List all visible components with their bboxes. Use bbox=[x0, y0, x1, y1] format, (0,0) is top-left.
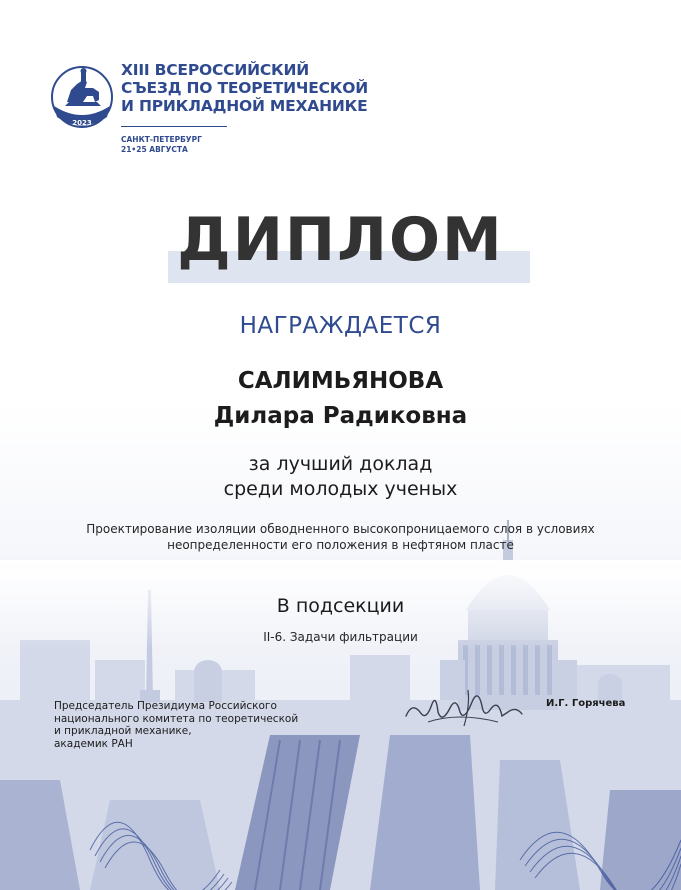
report-title-line-1: Проектирование изоляции обводненного высокопроницаемого слоя в условиях bbox=[86, 522, 595, 536]
recipient-given-names: Дилара Радиковна bbox=[213, 403, 468, 429]
report-title bbox=[0, 521, 681, 553]
award-reason-line-2: среди молодых ученых bbox=[223, 478, 458, 500]
event-title-line-2: СЪЕЗД ПО ТЕОРЕТИЧЕСКОЙ bbox=[121, 79, 369, 97]
left-dome bbox=[194, 660, 222, 702]
congress-logo bbox=[49, 62, 115, 132]
event-dates: 21•25 АВГУСТА bbox=[121, 145, 188, 154]
chair-title-line-1: Председатель Президиума Российского bbox=[54, 700, 277, 712]
award-reason bbox=[0, 452, 681, 502]
report-title-line-2: неопределенности его положения в нефтяном пласте bbox=[167, 538, 514, 552]
chair-title-line-4: академик РАН bbox=[54, 737, 133, 750]
event-title-line-3: И ПРИКЛАДНОЙ МЕХАНИКЕ bbox=[121, 97, 368, 115]
chair-title bbox=[54, 700, 344, 750]
chair-title-line-3: и прикладной механике, bbox=[54, 725, 192, 737]
diploma-title: ДИПЛОМ bbox=[177, 205, 504, 275]
award-reason-line-1: за лучший доклад bbox=[248, 453, 433, 475]
handwritten-signature bbox=[398, 682, 528, 730]
logo-year: 2023 bbox=[72, 119, 92, 127]
awarded-label: НАГРАЖДАЕТСЯ bbox=[239, 313, 442, 339]
title-divider bbox=[121, 126, 227, 127]
event-city: САНКТ-ПЕТЕРБУРГ bbox=[121, 135, 202, 144]
event-title bbox=[121, 61, 421, 115]
subsection-name: II-6. Задачи фильтрации bbox=[263, 630, 418, 644]
event-place-dates bbox=[121, 135, 202, 155]
signer-name: И.Г. Горячева bbox=[546, 698, 626, 709]
recipient-surname: САЛИМЬЯНОВА bbox=[237, 368, 444, 394]
event-title-line-1: XIII ВСЕРОССИЙСКИЙ bbox=[121, 61, 310, 79]
subsection-label: В подсекции bbox=[276, 595, 405, 617]
chair-title-line-2: национального комитета по теоретической bbox=[54, 712, 299, 725]
